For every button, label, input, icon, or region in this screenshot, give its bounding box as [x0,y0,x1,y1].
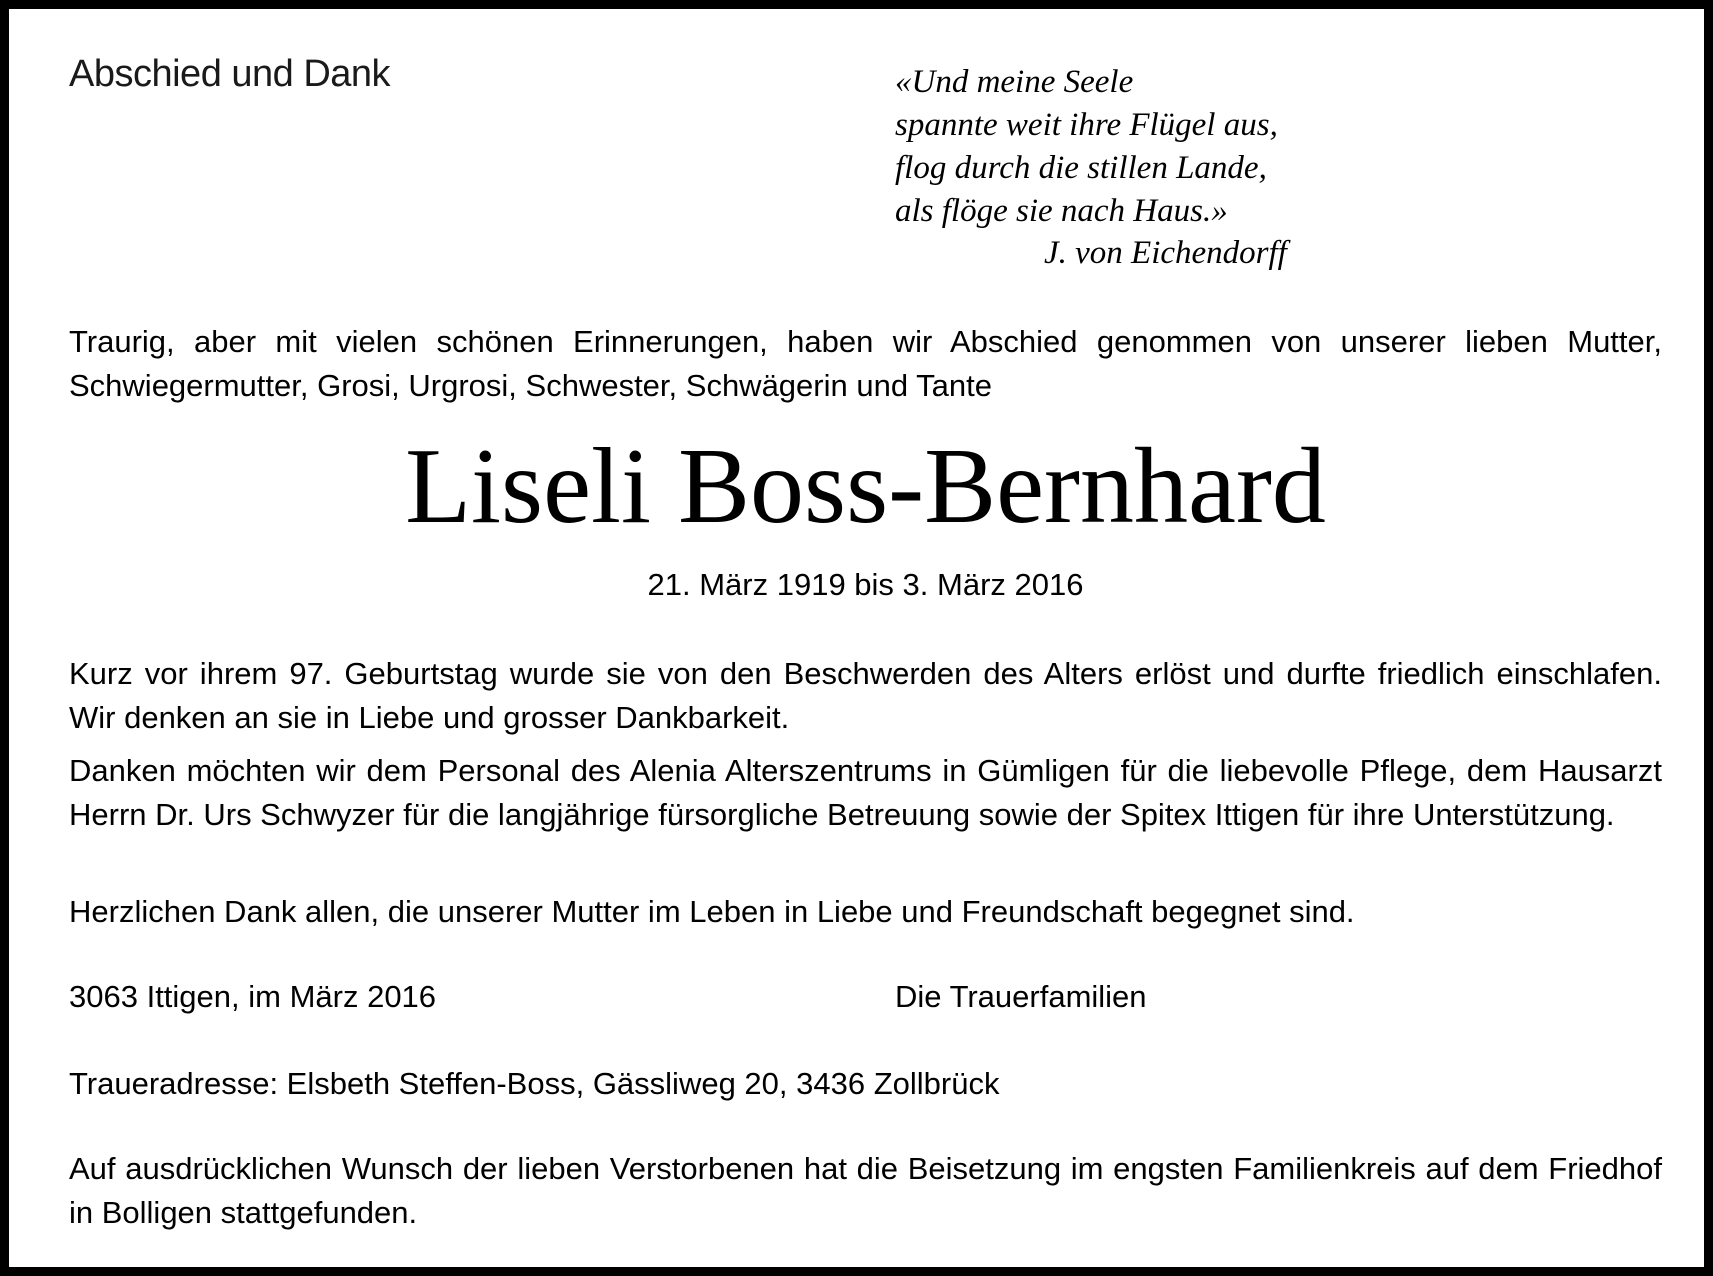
notice-heading: Abschied und Dank [69,53,391,95]
mourning-address: Traueradresse: Elsbeth Steffen-Boss, Gässliweg 20, 3436 Zollbrück [69,1066,1000,1101]
life-dates: 21. März 1919 bis 3. März 2016 [647,567,1084,602]
paragraph-thanks-all: Herzlichen Dank allen, die unserer Mutter im Leben in Liebe und Freundschaft begegnet sind. [69,894,1355,929]
place-date: 3063 Ittigen, im März 2016 [69,979,437,1014]
deceased-name: Liseli Boss-Bernhard [405,427,1326,546]
quote-author: J. von Eichendorff [1044,235,1287,271]
family-signature: Die Trauerfamilien [895,979,1147,1014]
paragraph-passing: Kurz vor ihrem 97. Geburtstag wurde sie von den Beschwerden des Alters erlöst und durfte friedlich einschlafen. Wir denken an sie in Liebe und grosser Dankbarkeit. [69,656,1662,735]
poem-quote [895,61,1315,233]
intro-text: Traurig, aber mit vielen schönen Erinnerungen, haben wir Abschied genommen von unserer lieben Mutter, Schwiegermutter, Grosi, Urgrosi, Schwester, Schwägerin und Tante [69,324,1662,403]
closing-text: Auf ausdrücklichen Wunsch der lieben Verstorbenen hat die Beisetzung im engsten Familienkreis auf dem Friedhof in Bolligen stattgefunden. [69,1151,1662,1230]
quote-line: als flöge sie nach Haus.» [895,193,1228,229]
quote-line: spannte weit ihre Flügel aus, [895,107,1278,143]
paragraph-thanks-care: Danken möchten wir dem Personal des Alenia Alterszentrums in Gümligen für die liebevolle Pflege, dem Hausarzt Herrn Dr. Urs Schwyzer für die langjährige fürsorgliche Betreuung sowie der Spitex Ittigen für ihre Unterstützung. [69,753,1662,832]
quote-line: «Und meine Seele [895,64,1134,100]
quote-line: flog durch die stillen Lande, [895,150,1267,186]
